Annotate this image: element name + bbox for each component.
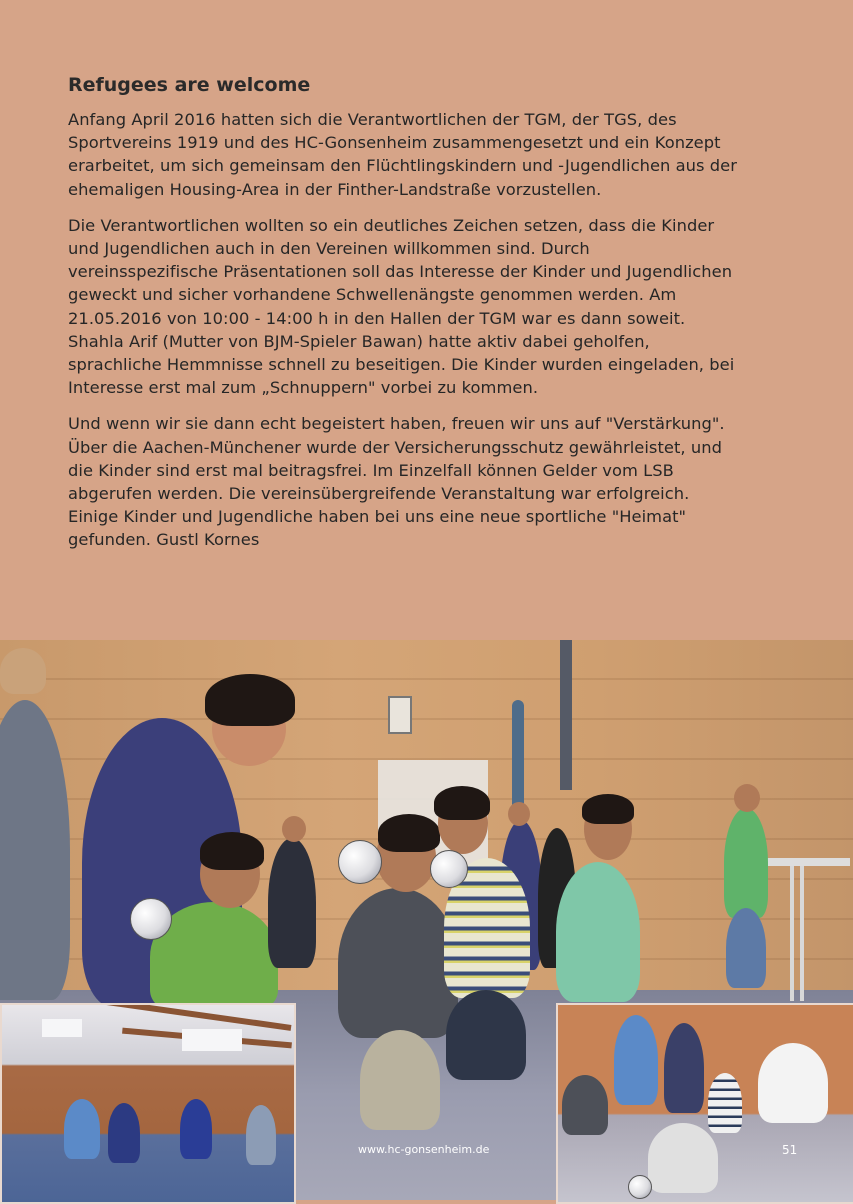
table-leg [790, 866, 794, 1001]
website-url: www.hc-gonsenheim.de [358, 1143, 490, 1156]
inset-photo-gym-hall [0, 1003, 296, 1204]
paragraph-line: sprachliche Hemmnisse schnell zu beseitigen. Die Kinder wurden eingeladen, bei [68, 355, 735, 375]
paragraph-line: Interesse erst mal zum „Schnuppern" vorbei zu kommen. [68, 378, 539, 398]
woman-green-shirt [724, 808, 768, 918]
paragraph-line: Einige Kinder und Jugendliche haben bei uns eine neue sportliche "Heimat" [68, 507, 687, 527]
boy-mint-shirt [556, 862, 640, 1002]
paragraph-line: und Jugendlichen auch in den Vereinen willkommen sind. Durch [68, 239, 590, 259]
shorts [446, 990, 526, 1080]
paragraph-2 [68, 214, 808, 400]
hair [378, 814, 440, 852]
article [68, 74, 808, 565]
page-number: 51 [782, 1143, 798, 1157]
hair [0, 648, 46, 694]
man-grey-shirt [246, 1105, 276, 1165]
head [734, 784, 760, 812]
window [42, 1019, 82, 1037]
paragraph-line: Die Verantwortlichen wollten so ein deutliches Zeichen setzen, dass die Kinder [68, 215, 715, 235]
paragraph-line: Anfang April 2016 hatten sich die Verantwortlichen der TGM, der TGS, des [68, 110, 677, 129]
shorts [360, 1030, 440, 1130]
paragraph-line: erarbeitet, um sich gemeinsam den Flüchtlingskindern und -Jugendlichen aus der [68, 156, 737, 176]
handball-icon [338, 840, 382, 884]
paragraph-line: gefunden. Gustl Kornes [68, 530, 260, 550]
boy-grey-shirt [338, 888, 458, 1038]
paragraph-line: Über die Aachen-Münchener wurde der Versicherungsschutz gewährleistet, und [68, 437, 722, 457]
handball-icon [130, 898, 172, 940]
inset-photo-children-playing [556, 1003, 853, 1204]
hair [434, 786, 490, 820]
wall-clock-icon [388, 696, 412, 734]
article-title: Refugees are welcome [68, 74, 311, 96]
paragraph-line: Und wenn wir sie dann echt begeistert haben, freuen wir uns auf "Verstärkung". [68, 414, 725, 434]
paragraph-line: Shahla Arif (Mutter von BJM-Spieler Bawan) hatte aktiv dabei geholfen, [68, 331, 650, 351]
paragraph-line: 21.05.2016 von 10:00 - 14:00 h in den Hallen der TGM war es dann soweit. [68, 308, 686, 328]
handball-icon [430, 850, 468, 888]
paragraph-line: vereinsspezifische Präsentationen soll das Interesse der Kinder und Jugendlichen [68, 262, 733, 282]
paragraph-1 [68, 108, 808, 201]
boy-white-jersey [758, 1043, 828, 1123]
man-blue-shirt [64, 1099, 100, 1159]
high-table [760, 858, 850, 866]
head [508, 802, 530, 826]
head [282, 816, 306, 842]
paragraph-line: abgerufen werden. Die vereinsübergreifende Veranstaltung war erfolgreich. [68, 484, 690, 504]
background-person [268, 838, 316, 968]
gym-pole [560, 640, 572, 790]
handball-icon [628, 1175, 652, 1199]
paragraph-line: geweckt und sicher vorhandene Schwellenängste genommen werden. Am [68, 285, 677, 305]
man-blue-shirt [614, 1015, 658, 1105]
hair [200, 832, 264, 870]
table-leg [800, 866, 804, 1001]
paragraph-line: die Kinder sind erst mal beitragsfrei. Im Einzelfall können Gelder vom LSB [68, 460, 674, 480]
man-blue-shirt [180, 1099, 212, 1159]
paragraph-3 [68, 412, 808, 551]
window [182, 1029, 242, 1051]
paragraph-line: Sportvereins 1919 und des HC-Gonsenheim zusammengesetzt und ein Konzept [68, 133, 721, 153]
man-jacket [664, 1023, 704, 1113]
hair [205, 674, 295, 726]
man-jacket [108, 1103, 140, 1163]
boy-white-shirt [648, 1123, 718, 1193]
paragraph-line: ehemaligen Housing-Area in der Finther-Landstraße vorzustellen. [68, 179, 602, 199]
jeans [726, 908, 766, 988]
boy-grey-shirt [562, 1075, 608, 1135]
boy-striped-shirt [708, 1073, 742, 1133]
hair [582, 794, 634, 824]
